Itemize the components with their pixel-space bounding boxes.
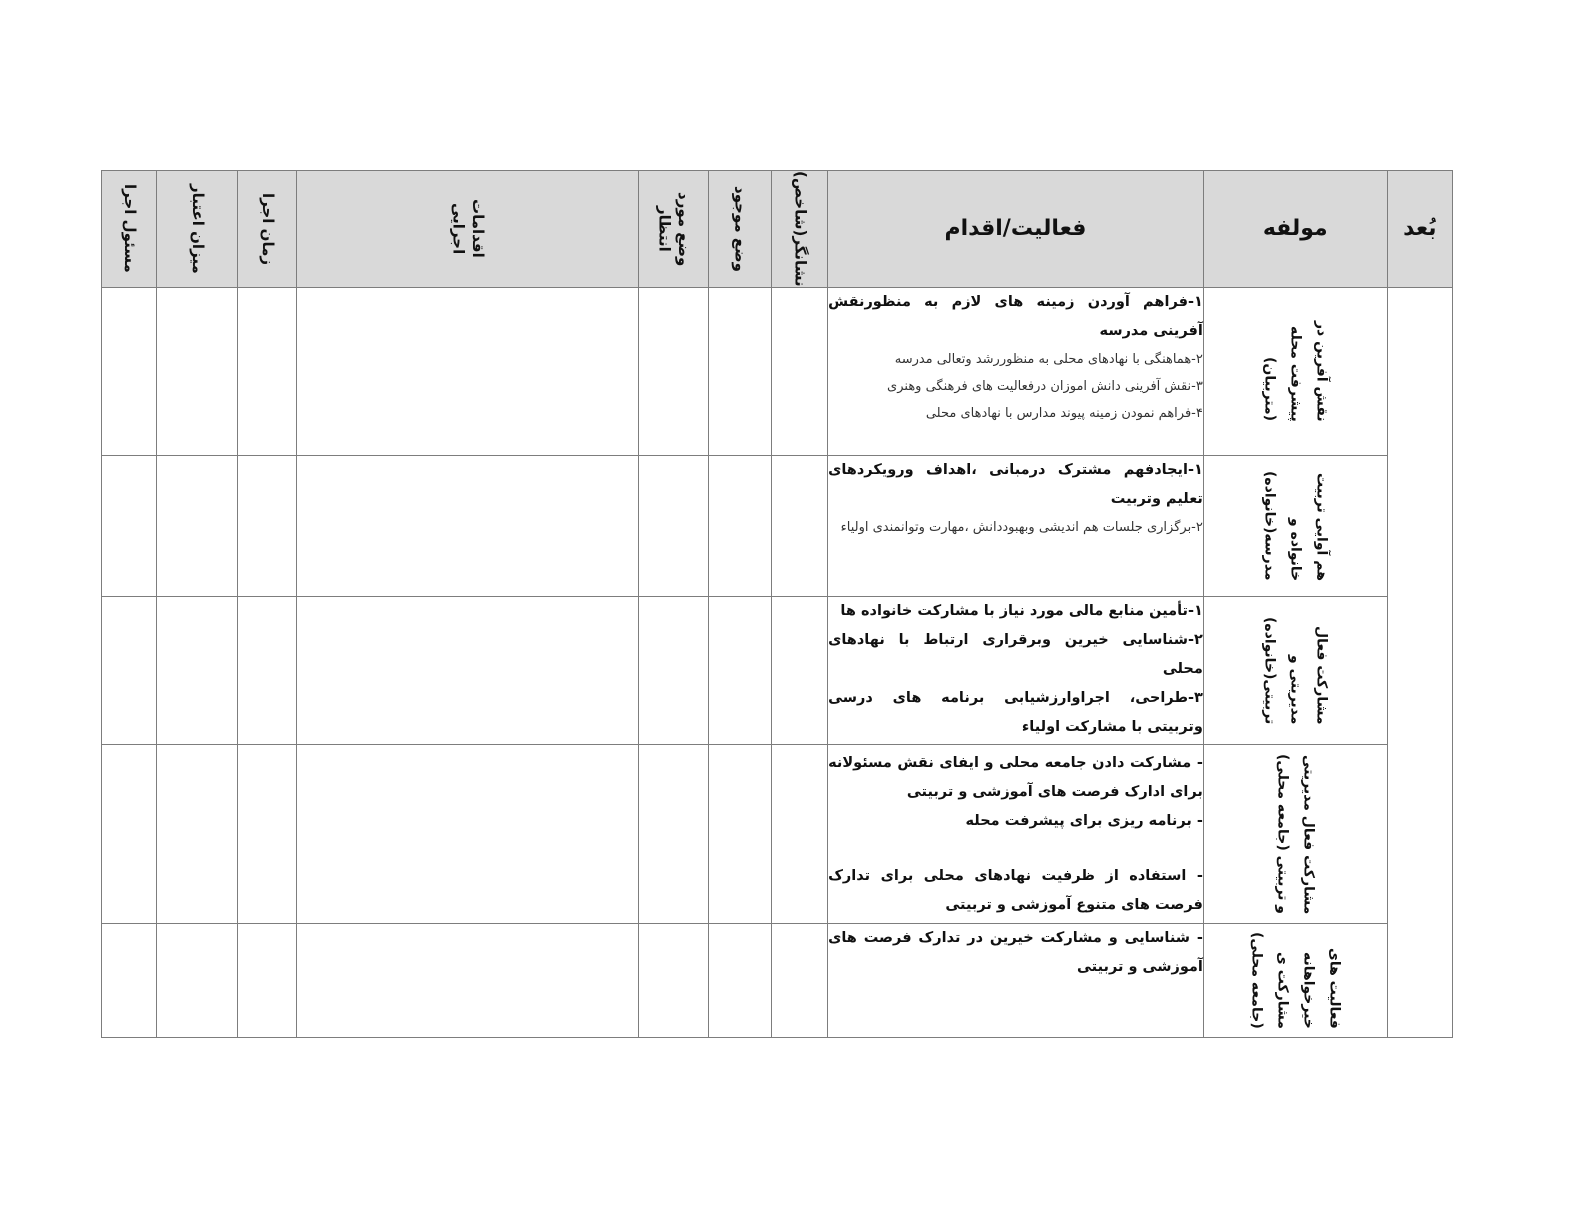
header-budget: میزان اعتبار bbox=[157, 171, 238, 288]
activity-item: ۳-طراحی، اجراوارزشیابی برنامه های درسی وتربیتی با مشارکت اولیاء bbox=[828, 690, 1203, 736]
component-label: نقش آفرین در bbox=[1313, 320, 1330, 422]
component-label: خیرخواهانه bbox=[1300, 951, 1317, 1029]
budget-cell[interactable] bbox=[157, 455, 238, 597]
responsible-cell[interactable] bbox=[102, 745, 157, 923]
current-status-cell[interactable] bbox=[708, 745, 771, 923]
expected-status-cell[interactable] bbox=[639, 745, 708, 923]
budget-cell[interactable] bbox=[157, 287, 238, 455]
activity-item: - شناسایی و مشارکت خیرین در تدارک فرصت های آموزشی و تربیتی bbox=[828, 929, 1203, 975]
table-row bbox=[102, 923, 1453, 1037]
action-plan-table bbox=[101, 170, 1453, 1038]
activity-cell bbox=[828, 455, 1204, 597]
indicator-cell[interactable] bbox=[771, 455, 827, 597]
component-cell bbox=[1203, 455, 1387, 597]
executive-actions-cell[interactable] bbox=[297, 455, 639, 597]
activity-item: - مشارکت دادن جامعه محلی و ایفای نقش مسئولانه برای ادارک فرصت های آموزشی و تربیتی bbox=[828, 755, 1203, 801]
component-cell bbox=[1203, 597, 1387, 745]
activity-item: - استفاده از ظرفیت نهادهای محلی برای تدارک فرصت های متنوع آموزشی و تربیتی bbox=[828, 868, 1203, 914]
expected-status-cell[interactable] bbox=[639, 597, 708, 745]
component-label: و تربیتی (جامعه محلی) bbox=[1274, 753, 1291, 914]
component-label: مشارکت ی bbox=[1274, 951, 1291, 1029]
component-cell bbox=[1203, 287, 1387, 455]
executive-actions-cell[interactable] bbox=[297, 597, 639, 745]
current-status-cell[interactable] bbox=[708, 287, 771, 455]
activity-item: ۲-برگزاری جلسات هم اندیشی وبهبوددانش ،مهارت وتوانمندی اولیاء bbox=[840, 519, 1203, 535]
activity-cell bbox=[828, 597, 1204, 745]
execution-time-cell[interactable] bbox=[237, 597, 296, 745]
budget-cell[interactable] bbox=[157, 923, 238, 1037]
responsible-cell[interactable] bbox=[102, 287, 157, 455]
execution-time-cell[interactable] bbox=[237, 923, 296, 1037]
expected-status-cell[interactable] bbox=[639, 287, 708, 455]
component-label: فعالیت های bbox=[1326, 947, 1343, 1029]
table-row bbox=[102, 597, 1453, 745]
responsible-cell[interactable] bbox=[102, 597, 157, 745]
responsible-cell[interactable] bbox=[102, 923, 157, 1037]
activity-cell bbox=[828, 923, 1204, 1037]
component-label: هم آوایی تربیت bbox=[1313, 472, 1330, 581]
activity-item: ۱-ایجادفهم مشترک درمبانی ،اهداف ورویکردهای تعلیم وتربیت bbox=[828, 461, 1203, 507]
header-expected-status: وضع مورد انتظار bbox=[639, 171, 708, 288]
component-label: خانواده و bbox=[1287, 517, 1304, 581]
component-cell bbox=[1203, 745, 1387, 923]
table-row bbox=[102, 455, 1453, 597]
component-label: (متربیان) bbox=[1261, 357, 1278, 422]
component-label: مدیریتی و bbox=[1287, 655, 1304, 725]
table-row bbox=[102, 745, 1453, 923]
header-execution-time: زمان اجرا bbox=[237, 171, 296, 288]
activity-item: ۱-تأمین منابع مالی مورد نیاز با مشارکت خانواده ها bbox=[840, 603, 1203, 620]
activity-item: ۲-هماهنگی با نهادهای محلی به منظوررشد وتعالی مدرسه bbox=[894, 351, 1203, 367]
executive-actions-cell[interactable] bbox=[297, 923, 639, 1037]
expected-status-cell[interactable] bbox=[639, 455, 708, 597]
component-label: تربیتی(خانواده) bbox=[1261, 617, 1278, 725]
expected-status-cell[interactable] bbox=[639, 923, 708, 1037]
current-status-cell[interactable] bbox=[708, 923, 771, 1037]
activity-cell bbox=[828, 287, 1204, 455]
budget-cell[interactable] bbox=[157, 745, 238, 923]
execution-time-cell[interactable] bbox=[237, 455, 296, 597]
header-responsible: مسئول اجرا bbox=[102, 171, 157, 288]
activity-item: ۴-فراهم نمودن زمینه پیوند مدارس با نهادهای محلی bbox=[925, 405, 1203, 421]
responsible-cell[interactable] bbox=[102, 455, 157, 597]
header-executive-actions: اقدامات اجرایی bbox=[297, 171, 639, 288]
component-label: مشارکت فعال bbox=[1313, 625, 1330, 725]
indicator-cell[interactable] bbox=[771, 923, 827, 1037]
dimension-cell bbox=[1387, 287, 1452, 1037]
indicator-cell[interactable] bbox=[771, 287, 827, 455]
header-indicator: نشانگر(شاخص) bbox=[771, 171, 827, 288]
activity-cell bbox=[828, 745, 1204, 923]
activity-item: ۲-شناسایی خیرین وبرقراری ارتباط با نهادهای محلی bbox=[828, 632, 1203, 678]
header-dimension: بُعد bbox=[1387, 171, 1452, 288]
current-status-cell[interactable] bbox=[708, 597, 771, 745]
executive-actions-cell[interactable] bbox=[297, 745, 639, 923]
budget-cell[interactable] bbox=[157, 597, 238, 745]
indicator-cell[interactable] bbox=[771, 745, 827, 923]
current-status-cell[interactable] bbox=[708, 455, 771, 597]
table-row bbox=[102, 287, 1453, 455]
execution-time-cell[interactable] bbox=[237, 287, 296, 455]
activity-item: ۱-فراهم آوردن زمینه های لازم به منظورنقش آفرینی مدرسه bbox=[828, 293, 1203, 339]
component-label: (جامعه محلی) bbox=[1248, 931, 1265, 1029]
component-label: مشارکت فعال مدیریتی bbox=[1300, 754, 1317, 914]
activity-item: ۳-نقش آفرینی دانش اموزان درفعالیت های فرهنگی وهنری bbox=[887, 378, 1203, 394]
component-label: پیشرفت محله bbox=[1287, 325, 1304, 422]
activity-item: - برنامه ریزی برای پیشرفت محله bbox=[965, 813, 1203, 830]
component-cell bbox=[1203, 923, 1387, 1037]
header-row bbox=[102, 171, 1453, 288]
component-label: مدرسه(خانواده) bbox=[1261, 471, 1278, 581]
execution-time-cell[interactable] bbox=[237, 745, 296, 923]
indicator-cell[interactable] bbox=[771, 597, 827, 745]
executive-actions-cell[interactable] bbox=[297, 287, 639, 455]
header-current-status: وضع موجود bbox=[708, 171, 771, 288]
header-component: مولفه bbox=[1203, 171, 1387, 288]
header-activity: فعالیت/اقدام bbox=[828, 171, 1204, 288]
